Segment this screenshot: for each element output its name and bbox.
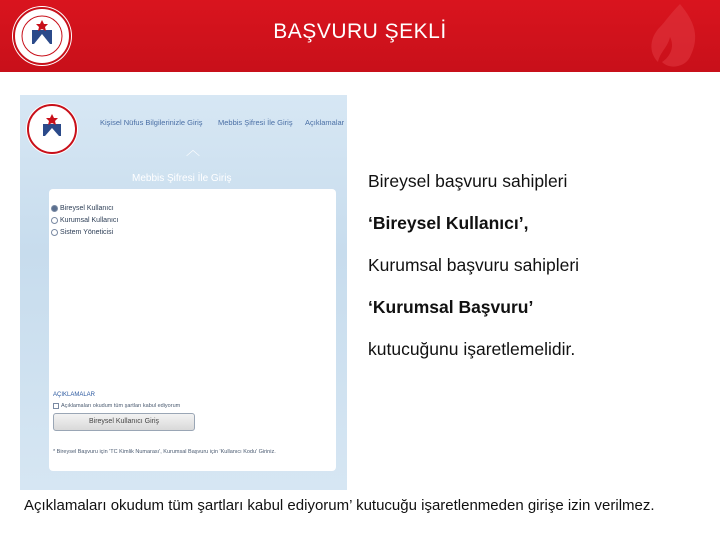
option-label: Sistem Yöneticisi	[60, 229, 114, 236]
caret-up-icon: ︿	[186, 142, 200, 158]
nav-mebbis-giris[interactable]: Mebbis Şifresi İle Giriş	[218, 118, 293, 127]
radio-icon[interactable]	[51, 217, 58, 224]
option-label: Kurumsal Kullanıcı	[60, 217, 119, 224]
nav-aciklamalar[interactable]: Açıklamalar	[305, 118, 345, 127]
instruction-line: kutucuğunu işaretlemelidir.	[368, 339, 576, 359]
header-banner	[0, 0, 720, 72]
page-title: BAŞVURU ŞEKLİ	[273, 20, 447, 43]
option-sistem[interactable]	[51, 229, 113, 236]
radio-icon[interactable]	[51, 229, 58, 236]
accept-terms-row[interactable]	[53, 403, 180, 409]
flame-icon	[640, 2, 710, 72]
option-label: Bireysel Kullanıcı	[60, 205, 114, 212]
login-screenshot-background	[20, 95, 347, 490]
aciklamalar-heading: AÇIKLAMALAR	[53, 392, 96, 398]
login-screenshot	[20, 95, 347, 490]
screenshot-ministry-logo	[26, 103, 78, 155]
option-bireysel[interactable]	[51, 205, 114, 212]
instruction-text	[368, 166, 708, 376]
instruction-line-bold: ‘Bireysel Kullanıcı’,	[368, 213, 529, 233]
checkbox-icon[interactable]	[53, 403, 59, 409]
bottom-note: Açıklamaları okudum tüm şartları kabul ediyorum’ kutucuğu işaretlenmeden girişe izin verilmez.	[24, 497, 655, 514]
instruction-line: Bireysel başvuru sahipleri	[368, 171, 568, 191]
instruction-line-bold: ‘Kurumsal Başvuru’	[368, 297, 534, 317]
accept-terms-label: Açıklamaları okudum tüm şartları kabul ediyorum	[61, 403, 181, 409]
login-button[interactable]: Bireysel Kullanıcı Giriş	[53, 413, 195, 431]
login-subtitle: Mebbis Şifresi İle Giriş	[132, 173, 232, 184]
nav-nufus-giris[interactable]: Kişisel Nüfus Bilgilerinizle Giriş	[100, 118, 203, 127]
radio-selected-icon[interactable]	[51, 205, 58, 212]
login-footnote: * Bireysel Başvuru için 'TC Kimlik Numarası', Kurumsal Başvuru için 'Kullanıcı Kodu' Giriniz.	[53, 449, 276, 455]
instruction-line: Kurumsal başvuru sahipleri	[368, 255, 580, 275]
option-kurumsal[interactable]	[51, 217, 118, 224]
